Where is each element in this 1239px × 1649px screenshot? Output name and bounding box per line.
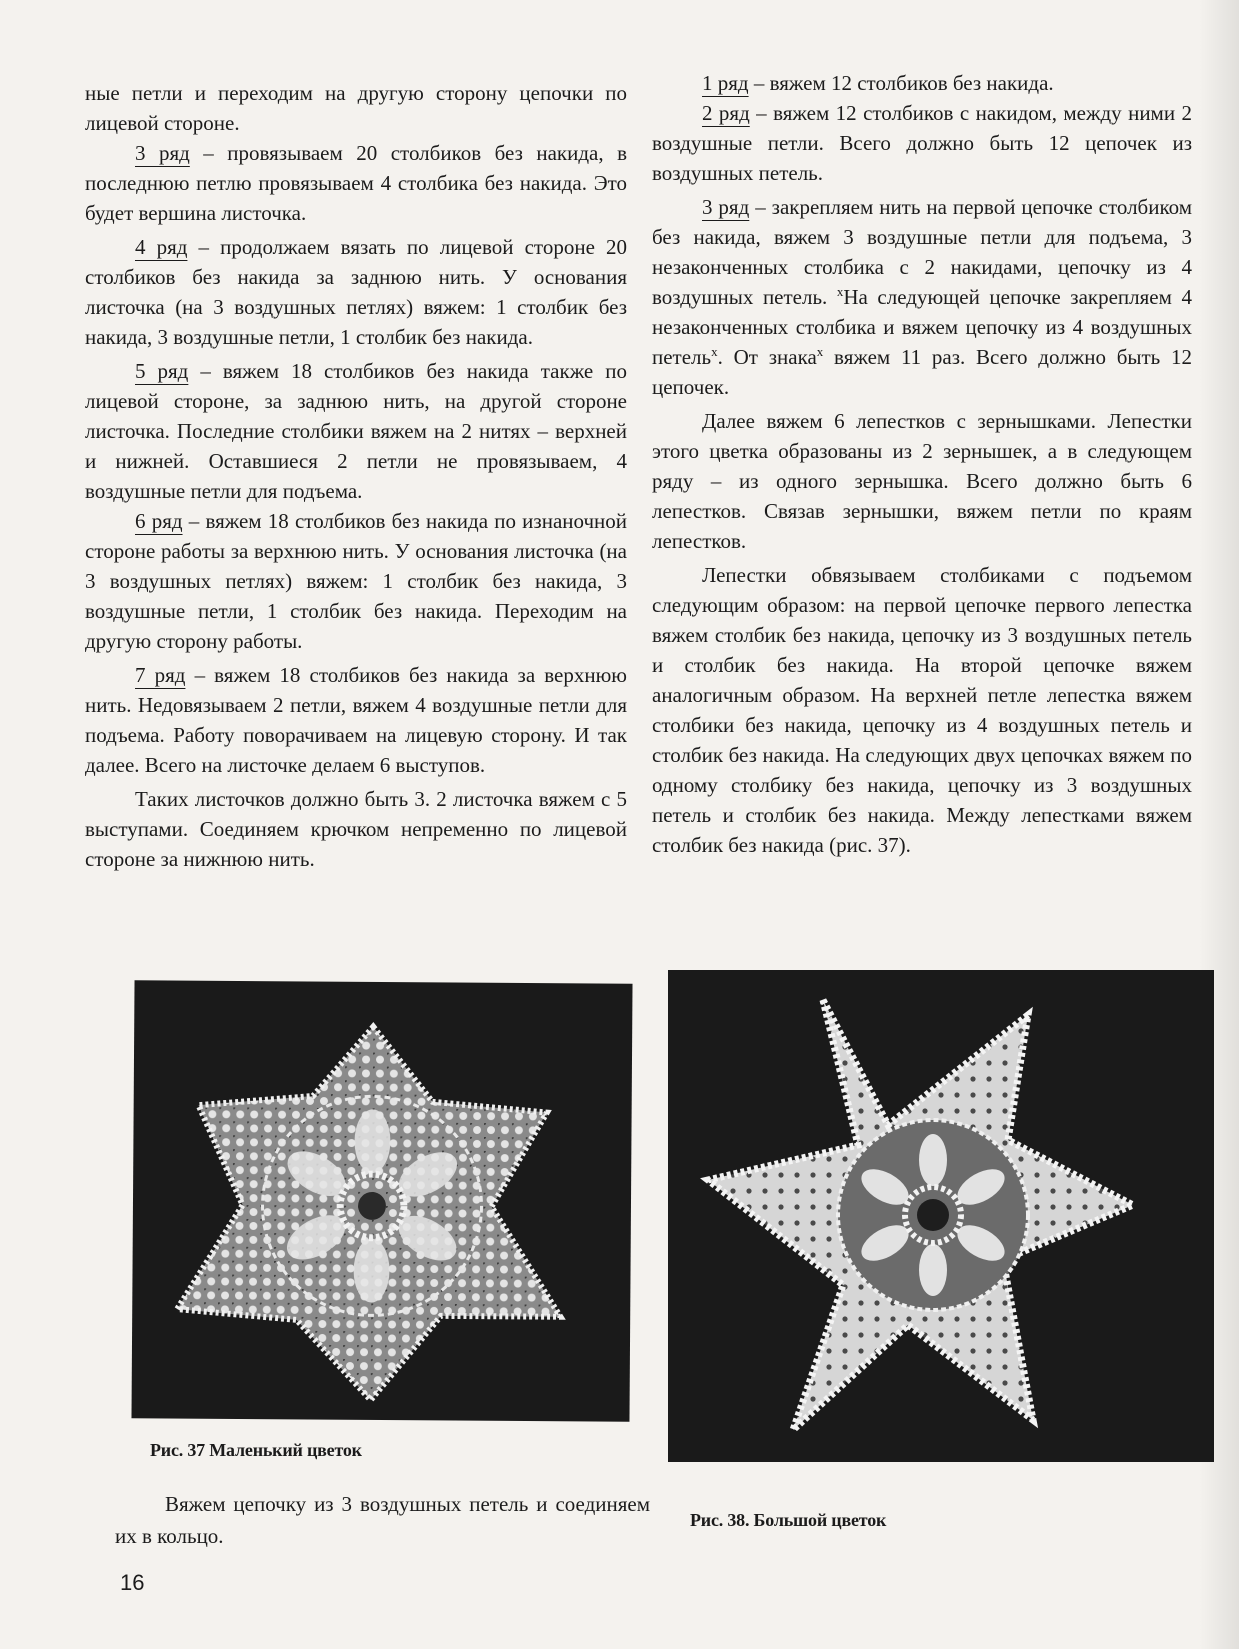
mark-symbol: x bbox=[711, 344, 718, 359]
closing-paragraph bbox=[115, 1488, 650, 1552]
row-text: – продолжаем вязать по лицевой стороне 20 столбиков без накида за заднюю нить. У основания листочка (на 3 воздушных петлях) вяжем: 1 столбик без накида, 3 воздушные петли, 1 столбик без накида. bbox=[85, 235, 627, 349]
small-flower-image bbox=[131, 980, 632, 1421]
paragraph: Вяжем цепочку из 3 воздушных петель и соединяем их в кольцо. bbox=[115, 1492, 650, 1548]
row-label: 7 ряд bbox=[135, 663, 186, 687]
row-label: 6 ряд bbox=[135, 509, 183, 533]
row-text: – вяжем 12 столбиков без накида. bbox=[748, 71, 1054, 95]
paragraph-row-4 bbox=[85, 232, 627, 352]
row-text: – вяжем 12 столбиков с накидом, между ними 2 воздушные петли. Всего должно быть 12 цепочек из воздушных петель. bbox=[652, 101, 1192, 185]
paragraph: Таких листочков должно быть 3. 2 листочка вяжем с 5 выступами. Соединяем крючком непременно по лицевой стороне за нижнюю нить. bbox=[85, 787, 627, 871]
large-flower-photo bbox=[668, 970, 1214, 1462]
page-number: 16 bbox=[120, 1570, 145, 1595]
mark-symbol: x bbox=[836, 284, 844, 299]
paragraph-row-3 bbox=[85, 138, 627, 228]
row-text: – вяжем 18 столбиков без накида по изнаночной стороне работы за верхнюю нить. У основания листочка (на 3 воздушных петлях) вяжем: 1 столбик без накида, 3 воздушные петли, 1 столбик без накида. Переходим на другую сторону работы. bbox=[85, 509, 628, 653]
row-label: 5 ряд bbox=[135, 359, 189, 383]
paragraph-row-7 bbox=[85, 660, 627, 780]
row-text: На следующей цепочке закрепляем 4 незаконченных столбика и вяжем цепочку из 4 воздушных петель bbox=[652, 285, 1192, 369]
row-text: – вяжем 18 столбиков без накида также по лицевой стороне, за заднюю нить, на другой стороне листочка. Последние столбики вяжем на 2 нитях – верхней и нижней. Оставшиеся 2 петли не провязываем, 4 воздушные петли для подъема. bbox=[85, 359, 628, 503]
paragraph-row-3 bbox=[652, 192, 1192, 402]
row-text: вяжем 11 раз. Всего должно быть 12 цепочек. bbox=[652, 345, 1193, 399]
small-flower-photo bbox=[131, 980, 632, 1421]
row-label: 2 ряд bbox=[702, 101, 750, 125]
paragraph: ные петли и переходим на другую сторону цепочки по лицевой стороне. bbox=[85, 81, 627, 135]
paragraph-row-5 bbox=[85, 356, 627, 506]
row-text: – провязываем 20 столбиков без накида, в последнюю петлю провязываем 4 столбика без накида. Это будет вершина листочка. bbox=[85, 141, 627, 225]
large-flower-image bbox=[668, 970, 1214, 1462]
figure-37-caption: Рис. 37 Маленький цветок bbox=[150, 1440, 362, 1460]
paragraph: Далее вяжем 6 лепестков с зернышками. Лепестки этого цветка образованы из 2 зернышек, а в следующем ряду – из одного зернышка. Всего должно быть 6 лепестков. Связав зернышки, вяжем петли по краям лепестков. bbox=[652, 409, 1192, 553]
paragraph-row-2 bbox=[652, 98, 1192, 188]
row-text: – вяжем 18 столбиков без накида за верхнюю нить. Недовязываем 2 петли, вяжем 4 воздушные петли для подъема. Работу поворачиваем на лицевую сторону. И так далее. Всего на листочке делаем 6 выступов. bbox=[85, 663, 627, 777]
page-edge-shadow bbox=[1199, 0, 1239, 1649]
paragraph-row-6 bbox=[85, 506, 627, 656]
paragraph-row-1 bbox=[652, 68, 1192, 98]
row-label: 3 ряд bbox=[135, 141, 190, 165]
row-label: 4 ряд bbox=[135, 235, 188, 259]
right-text-column bbox=[652, 68, 1192, 860]
row-label: 3 ряд bbox=[702, 195, 750, 219]
figure-38-caption: Рис. 38. Большой цветок bbox=[690, 1510, 887, 1530]
left-text-column bbox=[85, 78, 627, 874]
mark-symbol: x bbox=[816, 344, 824, 359]
paragraph: Лепестки обвязываем столбиками с подъемом следующим образом: на первой цепочке первого лепестка вяжем столбик без накида, цепочку из 3 воздушных петель и столбик без накида. На второй цепочке вяжем аналогичным образом. На верхней петле лепестка вяжем столбики без накида, цепочку из 4 воздушных петель и столбик без накида. На следующих двух цепочках вяжем по одному столбику без накида, цепочку из 3 воздушных петель и столбик без накида. Между лепестками вяжем столбик без накида (рис. 37). bbox=[652, 563, 1192, 857]
row-text: . От знака bbox=[717, 345, 817, 369]
row-label: 1 ряд bbox=[702, 71, 749, 95]
row-text: – закрепляем нить на первой цепочке столбиком без накида, вяжем 3 воздушные петли для подъема, 3 незаконченных столбика с 2 накидами, цепочку из 4 воздушных петель. bbox=[652, 195, 1192, 309]
